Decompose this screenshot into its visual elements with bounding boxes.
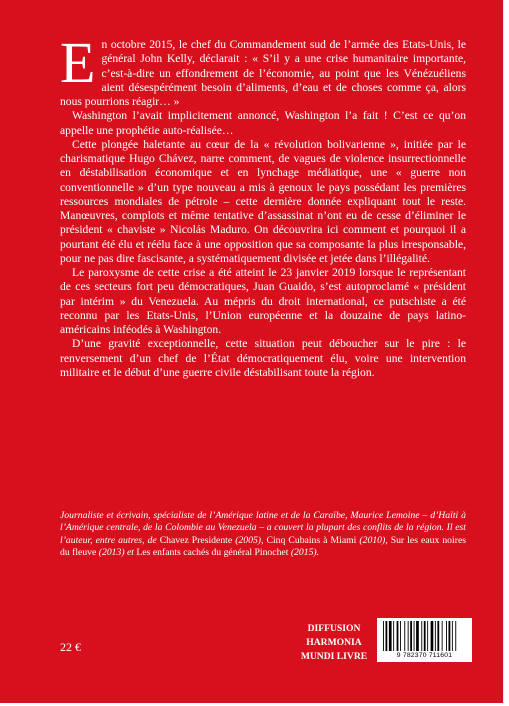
distributor-line-3: MUNDI LIVRE [300,651,368,662]
distributor [298,622,370,664]
distributor-line-1: DIFFUSION [307,623,361,634]
author-bio-intro: Journaliste et écrivain, spécialiste de l’Amérique latine et de la Caraïbe, Maurice Lemoine – d’Haïti à l’Amérique centrale, de la Colombie au Venezuela – a couvert la plupart des conflits de la région. Il est l’auteur, entre autres, de [60,510,466,546]
book-year-2: (2010), [356,534,391,546]
author-bio [60,510,466,560]
distributor-line-2: HARMONIA [306,637,362,648]
paragraph-5: D’une gravité exceptionnelle, cette situation peut déboucher sur le pire : le renversement d’un chef de l’État démocratiquement élu, voire une intervention militaire et le début d’une guerre civile déstabilisant toute la région. [60,337,466,379]
blurb [60,30,466,380]
paragraph-1 [60,30,466,109]
book-title-1: Chavez Presidente [159,534,233,546]
book-year-1: (2005), [232,534,267,546]
book-title-3: Sur les eaux noires du fleuve [60,534,467,559]
paragraph-2: Washington l’avait implicitement annoncé, Washington l’a fait ! C’est ce qu’on appelle une prophétie auto-réalisée… [60,109,466,137]
book-title-4: Les enfants cachés du général Pinochet [136,547,289,559]
paragraph-4: Le paroxysme de cette crise a été atteint le 23 janvier 2019 lorsque le représentant de ces secteurs fort peu démocratiques, Juan Guaido, s’est autoproclamé « président par intérim » du Venezuela. Au mépris du droit international, ce putschiste a été reconnu par les Etats-Unis, l’Union européenne et la douzaine de pays latino-américains inféodés à Washington. [60,266,466,336]
isbn-barcode [377,618,472,662]
paragraph-1-text: n octobre 2015, le chef du Commandement sud de l’armée des Etats-Unis, le général John Kelly, déclarait : « S’il y a une crise humanitaire importante, c’est-à-dire un effondrement de l’économie, au point que les Vénézuéliens aient désespérément besoin d’aliments, d’eau et de choses comme ça, alors nous pourrions réagir… » [60,38,466,108]
paragraph-3: Cette plongée haletante au cœur de la « révolution bolivarienne », initiée par le charismatique Hugo Chávez, narre comment, de vagues de violence insurrectionnelle en déstabilisation économique et en lynchage médiatique, une « guerre non conventionnelle » d’un type nouveau a mis à genoux le pays possédant les premières ressources mondiales de pétrole – cette dernière donnée expliquant tout le reste. Manœuvres, complots et même tentative d’assassinat n’ont eu de cesse d’éliminer le président « chaviste » Nicolás Maduro. On découvrira ici comment et pourquoi il a pourtant été élu et réélu face à une opposition que sa composante la plus irresponsable, pour ne pas dire fascisante, a systématiquement divisée et jetée dans l’illégalité. [60,137,466,265]
isbn-number: 9 782370 711601 [377,652,472,659]
barcode-bars [377,618,472,652]
book-title-2: Cinq Cubains à Miami [266,534,357,546]
price: 22 € [60,640,81,654]
book-year-4: (2015). [288,547,320,559]
drop-cap: E [60,30,96,95]
book-year-3: (2013) et [96,547,137,559]
